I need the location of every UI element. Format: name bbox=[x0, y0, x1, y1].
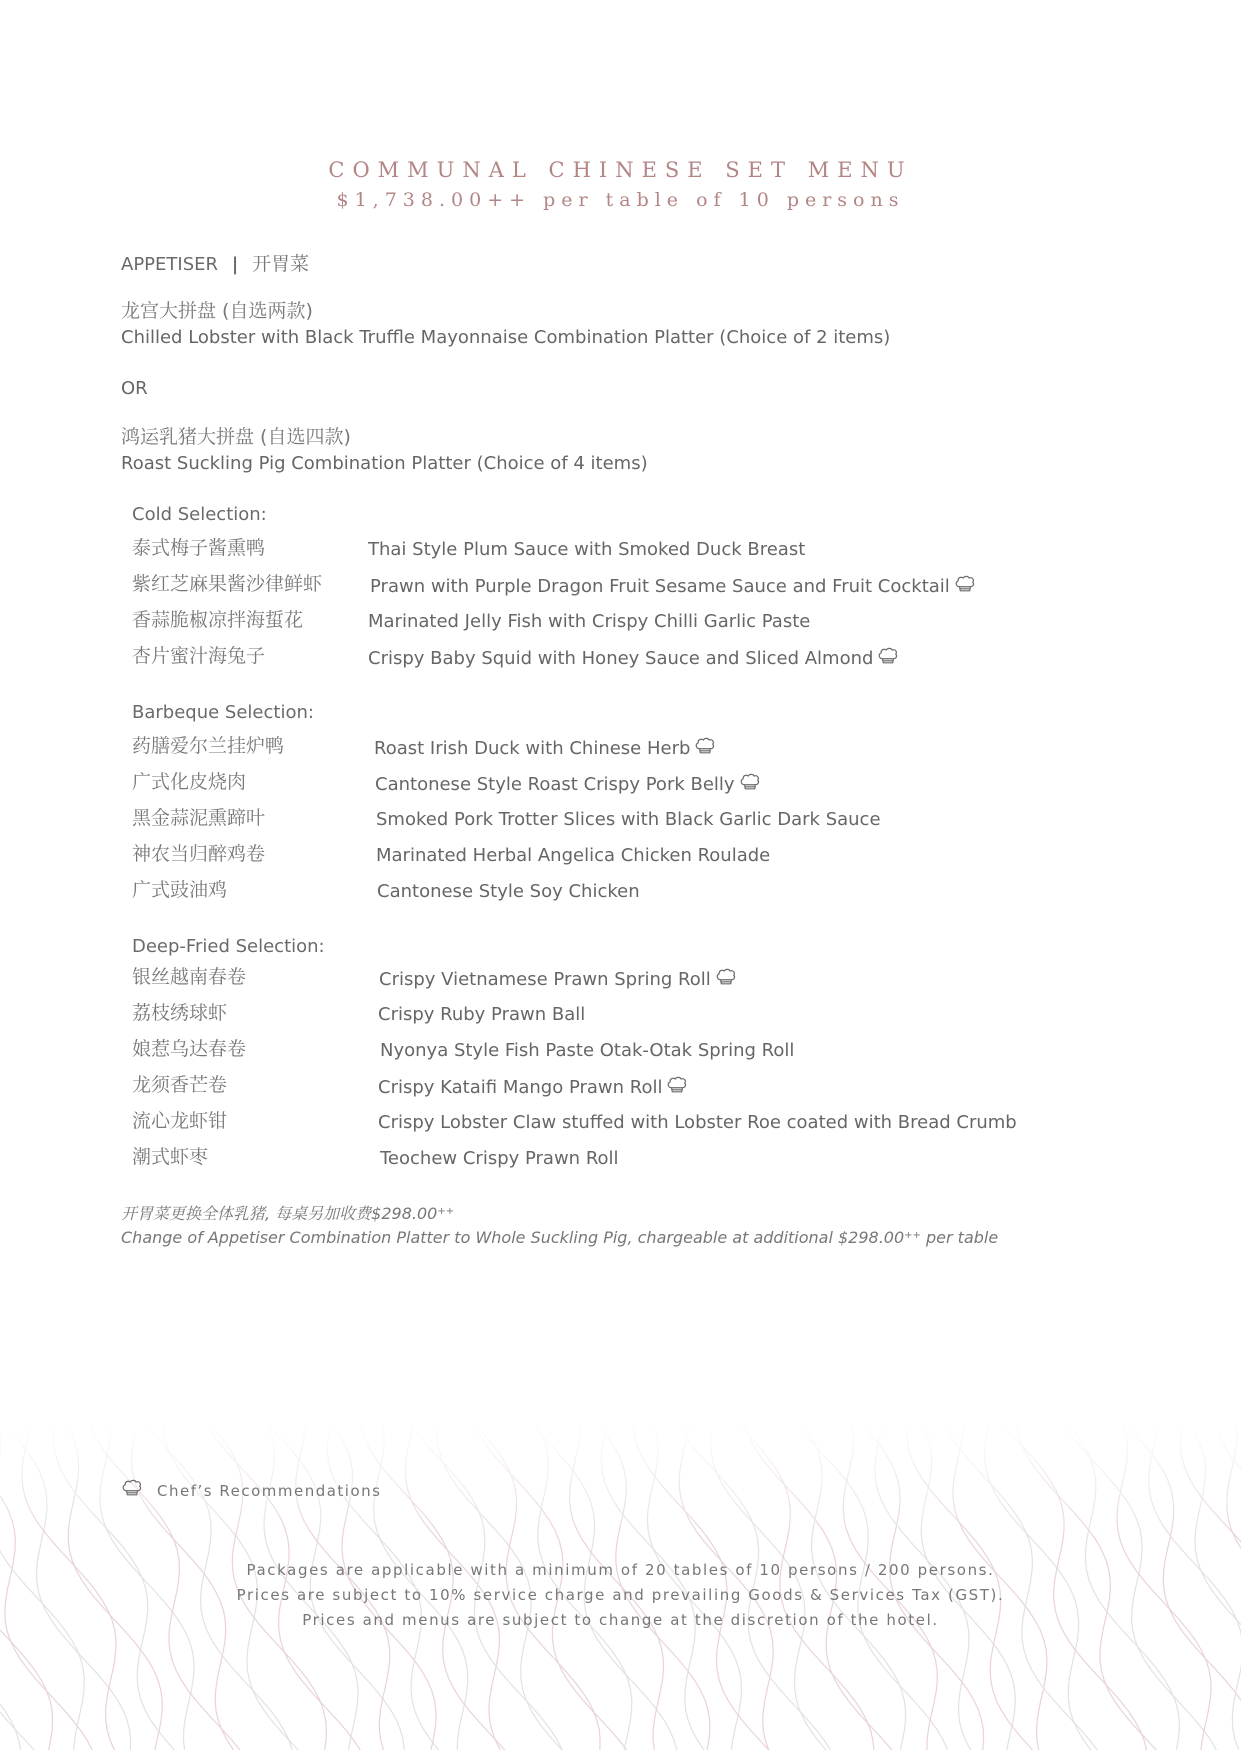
legend-label: Chef’s Recommendations bbox=[157, 1482, 382, 1500]
chef-hat-icon bbox=[666, 1075, 688, 1095]
option2-cn: 鸿运乳猪大拼盘 (自选四款) bbox=[121, 426, 351, 448]
menu-item-en: Cantonese Style Soy Chicken bbox=[377, 881, 640, 902]
chef-hat-icon bbox=[877, 646, 899, 666]
or-text: OR bbox=[121, 378, 148, 399]
menu-title: COMMUNAL CHINESE SET MENU bbox=[328, 158, 913, 182]
menu-item-en: Crispy Kataifi Mango Prawn Roll bbox=[378, 1075, 688, 1100]
menu-item-cn: 紫红芝麻果酱沙律鲜虾 bbox=[132, 573, 323, 595]
menu-item-en: Crispy Lobster Claw stuffed with Lobster Roe coated with Bread Crumb bbox=[378, 1112, 1017, 1133]
barbeque-selection-title: Barbeque Selection: bbox=[132, 702, 314, 723]
option1-cn: 龙宫大拼盘 (自选两款) bbox=[121, 300, 313, 322]
deep-fried-selection-title: Deep-Fried Selection: bbox=[132, 936, 325, 957]
menu-item-en: Marinated Jelly Fish with Crispy Chilli Garlic Paste bbox=[368, 611, 811, 632]
menu-item-en: Cantonese Style Roast Crispy Pork Belly bbox=[375, 772, 761, 797]
menu-item-cn: 荔枝绣球虾 bbox=[132, 1002, 228, 1024]
menu-item-cn: 潮式虾枣 bbox=[132, 1146, 209, 1168]
menu-item-en: Crispy Vietnamese Prawn Spring Roll bbox=[379, 967, 737, 992]
footer-line-discretion: Prices and menus are subject to change at the discretion of the hotel. bbox=[302, 1611, 939, 1629]
menu-item-cn: 神农当归醉鸡卷 bbox=[132, 843, 266, 865]
chef-hat-icon bbox=[715, 967, 737, 987]
chef-hat-icon bbox=[739, 772, 761, 792]
chef-recommendation-legend bbox=[121, 1478, 381, 1500]
option1-en: Chilled Lobster with Black Truffle Mayonnaise Combination Platter (Choice of 2 items) bbox=[121, 327, 891, 348]
menu-item-cn: 龙须香芒卷 bbox=[132, 1074, 228, 1096]
menu-item-cn: 黑金蒜泥熏蹄叶 bbox=[132, 807, 266, 829]
appetiser-heading bbox=[121, 252, 309, 277]
menu-item-cn: 泰式梅子酱熏鸭 bbox=[132, 537, 266, 559]
heading-separator: | bbox=[231, 254, 239, 275]
menu-item-en: Roast Irish Duck with Chinese Herb bbox=[374, 736, 716, 761]
menu-item-cn: 杏片蜜汁海兔子 bbox=[132, 645, 266, 667]
chef-hat-icon bbox=[121, 1478, 143, 1498]
menu-item-en: Teochew Crispy Prawn Roll bbox=[380, 1148, 619, 1169]
menu-item-en: Prawn with Purple Dragon Fruit Sesame Sauce and Fruit Cocktail bbox=[370, 574, 976, 599]
chef-hat-icon bbox=[694, 736, 716, 756]
menu-item-en: Marinated Herbal Angelica Chicken Roulade bbox=[376, 845, 771, 866]
menu-item-en: Nyonya Style Fish Paste Otak-Otak Spring Roll bbox=[380, 1040, 795, 1061]
menu-item-en: Smoked Pork Trotter Slices with Black Garlic Dark Sauce bbox=[376, 809, 881, 830]
menu-price-subtitle: $1,738.00++ per table of 10 persons bbox=[336, 189, 905, 211]
menu-item-en: Crispy Baby Squid with Honey Sauce and Sliced Almond bbox=[368, 646, 899, 671]
cold-selection-title: Cold Selection: bbox=[132, 504, 267, 525]
menu-item-cn: 银丝越南春卷 bbox=[132, 966, 247, 988]
upgrade-note-en: Change of Appetiser Combination Platter to Whole Suckling Pig, chargeable at additional $298.00++ per table bbox=[121, 1228, 999, 1247]
menu-item-cn: 娘惹乌达春卷 bbox=[132, 1038, 247, 1060]
footer-line-charges: Prices are subject to 10% service charge and prevailing Goods & Services Tax (GST). bbox=[236, 1586, 1005, 1604]
upgrade-note-cn: 开胃菜更换全体乳猪, 每桌另加收费$298.00++ bbox=[121, 1204, 455, 1223]
menu-item-cn: 广式豉油鸡 bbox=[132, 879, 228, 901]
menu-header bbox=[0, 155, 1241, 215]
menu-item-en: Crispy Ruby Prawn Ball bbox=[378, 1004, 586, 1025]
menu-item-en: Thai Style Plum Sauce with Smoked Duck Breast bbox=[368, 539, 806, 560]
chef-hat-icon bbox=[954, 574, 976, 594]
menu-item-cn: 广式化皮烧肉 bbox=[132, 771, 247, 793]
appetiser-label-cn: 开胃菜 bbox=[252, 253, 310, 275]
option2-en: Roast Suckling Pig Combination Platter (Choice of 4 items) bbox=[121, 453, 648, 474]
menu-item-cn: 香蒜脆椒凉拌海蜇花 bbox=[132, 609, 304, 631]
footer-line-minimum: Packages are applicable with a minimum of 20 tables of 10 persons / 200 persons. bbox=[246, 1561, 995, 1579]
menu-item-cn: 药膳爱尔兰挂炉鸭 bbox=[132, 735, 285, 757]
appetiser-label-en: APPETISER bbox=[121, 254, 219, 275]
menu-item-cn: 流心龙虾钳 bbox=[132, 1110, 228, 1132]
